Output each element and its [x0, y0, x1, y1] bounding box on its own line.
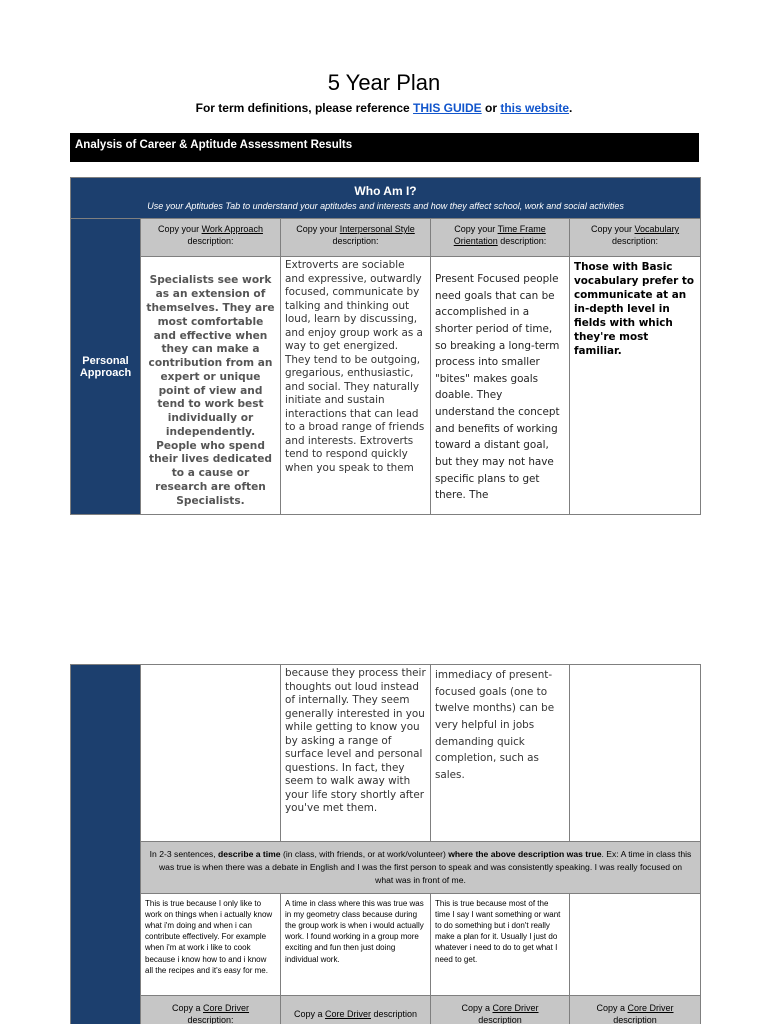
header-post: description:	[497, 236, 547, 247]
header-pre: Copy a	[461, 1002, 493, 1013]
header-pre: Copy a	[596, 1002, 628, 1013]
header-post: description	[478, 1014, 522, 1024]
header-term: Vocabulary	[634, 224, 680, 234]
subtitle-or: or	[481, 101, 501, 115]
header-term: Time Frame Orientation	[453, 224, 546, 247]
core-driver-header-2	[281, 995, 431, 1024]
header-term: Core Driver	[324, 1008, 371, 1019]
personal-approach-line2: Approach	[79, 366, 132, 379]
answer-vocabulary[interactable]	[570, 893, 701, 995]
subtitle-prefix: For term definitions, please reference	[195, 101, 414, 115]
page-title: 5 Year Plan	[327, 70, 441, 95]
header-time-frame	[431, 219, 570, 257]
who-am-i-instructions: Use your Aptitudes Tab to understand your aptitudes and interests and how they affect school, work and social activities	[147, 201, 624, 211]
describe-time-prompt	[141, 842, 701, 894]
time-frame-description-continued: immediacy of present-focused goals (one to twelve months) can be very helpful in jobs demanding quick completion, such as sales.	[431, 665, 570, 842]
vocabulary-continued-empty	[570, 665, 701, 842]
header-pre: Copy your	[296, 224, 340, 234]
header-term: Interpersonal Style	[339, 224, 415, 234]
answer-work-approach[interactable]: This is true because I only like to work on things when i actually know what i'm doing and when i can contribute effectively. For example when i'm at work i like to cook because i know how to and i know all the recipes and it's easy for me.	[141, 893, 281, 995]
subtitle-end: .	[569, 101, 573, 115]
personal-approach-line1: Personal	[82, 354, 129, 367]
guide-link[interactable]: THIS GUIDE	[413, 101, 482, 115]
header-pre: Copy your	[591, 224, 635, 234]
header-pre: Copy a	[171, 1002, 203, 1013]
interpersonal-style-description: Extroverts are sociable and expressive, outwardly focused, communicate by talking and thinking out loud, learn by discussing, and enjoy group work as a way to get energized. They tend to be outgoing, gregarious, enthusiastic, and social. They naturally initiate and sustain interactions that can lead to a broad range of friends and interests. Extroverts tend to respond quickly when you speak to them	[281, 257, 431, 515]
who-am-i-table	[70, 177, 701, 515]
website-link[interactable]: this website	[500, 101, 570, 115]
header-post: description:	[187, 236, 234, 247]
personal-approach-side-continued	[71, 665, 141, 1024]
section-header-bar: Analysis of Career & Aptitude Assessment Results	[70, 133, 699, 162]
core-driver-header-1	[141, 995, 281, 1024]
header-post: description:	[332, 236, 379, 247]
personal-approach-label	[71, 219, 141, 515]
header-pre: Copy a	[293, 1008, 325, 1019]
header-term: Work Approach	[201, 224, 263, 234]
answer-interpersonal-style[interactable]: A time in class where this was true was in my geometry class because during the group work is when i would actually work. I found working in a group more exciting and fun then just doing individual work.	[281, 893, 431, 995]
time-frame-description: Present Focused people need goals that can be accomplished in a shorter period of time, so breaking a long-term process into smaller "bites" makes goals doable. They understand the concept and benefits of working toward a distant goal, but they may not have specific plans to get there. The	[431, 257, 570, 515]
who-am-i-title: Who Am I?	[354, 184, 417, 198]
who-am-i-header	[71, 178, 701, 219]
core-driver-header-3	[431, 995, 570, 1024]
answer-time-frame[interactable]: This is true because most of the time I say I want something or want to do something but i don't really make a plan for it. Usually I just do whatever i need to do to get what I need to get.	[431, 893, 570, 995]
header-vocabulary	[570, 219, 701, 257]
interpersonal-style-description-continued: because they process their thoughts out loud instead of internally. They seem generally interested in you while getting to know you by asking a range of surface level and personal questions. In fact, they seem to walk away with your life story shortly after you've met them.	[281, 665, 431, 842]
work-approach-description: Specialists see work as an extension of themselves. They are most comfortable and effective when they can make a contribution from an expert or unique point of view and tend to work best individually or independently. People who spend their lives dedicated to a cause or research are often Specialists.	[141, 257, 281, 515]
subtitle	[0, 101, 768, 115]
header-pre: Copy your	[454, 224, 498, 234]
header-term: Core Driver	[203, 1002, 250, 1013]
prompt-mid: (in class, with friends, or at work/volunteer)	[280, 849, 449, 859]
header-term: Core Driver	[627, 1002, 674, 1013]
header-work-approach	[141, 219, 281, 257]
header-post: description	[371, 1008, 418, 1019]
header-post: description:	[612, 236, 659, 247]
who-am-i-table-continued	[70, 664, 701, 1024]
header-post: description	[613, 1014, 657, 1024]
work-approach-continued-empty	[141, 665, 281, 842]
prompt-post: . Ex: A time in class this was true is when there was a debate in English and I was the first person to speak and was consistently speaking. I was really focused on what was in front of me.	[158, 849, 692, 885]
prompt-bold-1: describe a time	[218, 849, 281, 859]
vocabulary-description: Those with Basic vocabulary prefer to communicate at an in-depth level in fields with which they're most familiar.	[570, 257, 701, 515]
header-interpersonal-style	[281, 219, 431, 257]
header-term: Core Driver	[492, 1002, 539, 1013]
header-post: description:	[187, 1014, 234, 1024]
prompt-pre: In 2-3 sentences,	[149, 849, 218, 859]
core-driver-header-4	[570, 995, 701, 1024]
prompt-bold-2: where the above description was true	[448, 849, 602, 859]
header-pre: Copy your	[158, 224, 202, 234]
